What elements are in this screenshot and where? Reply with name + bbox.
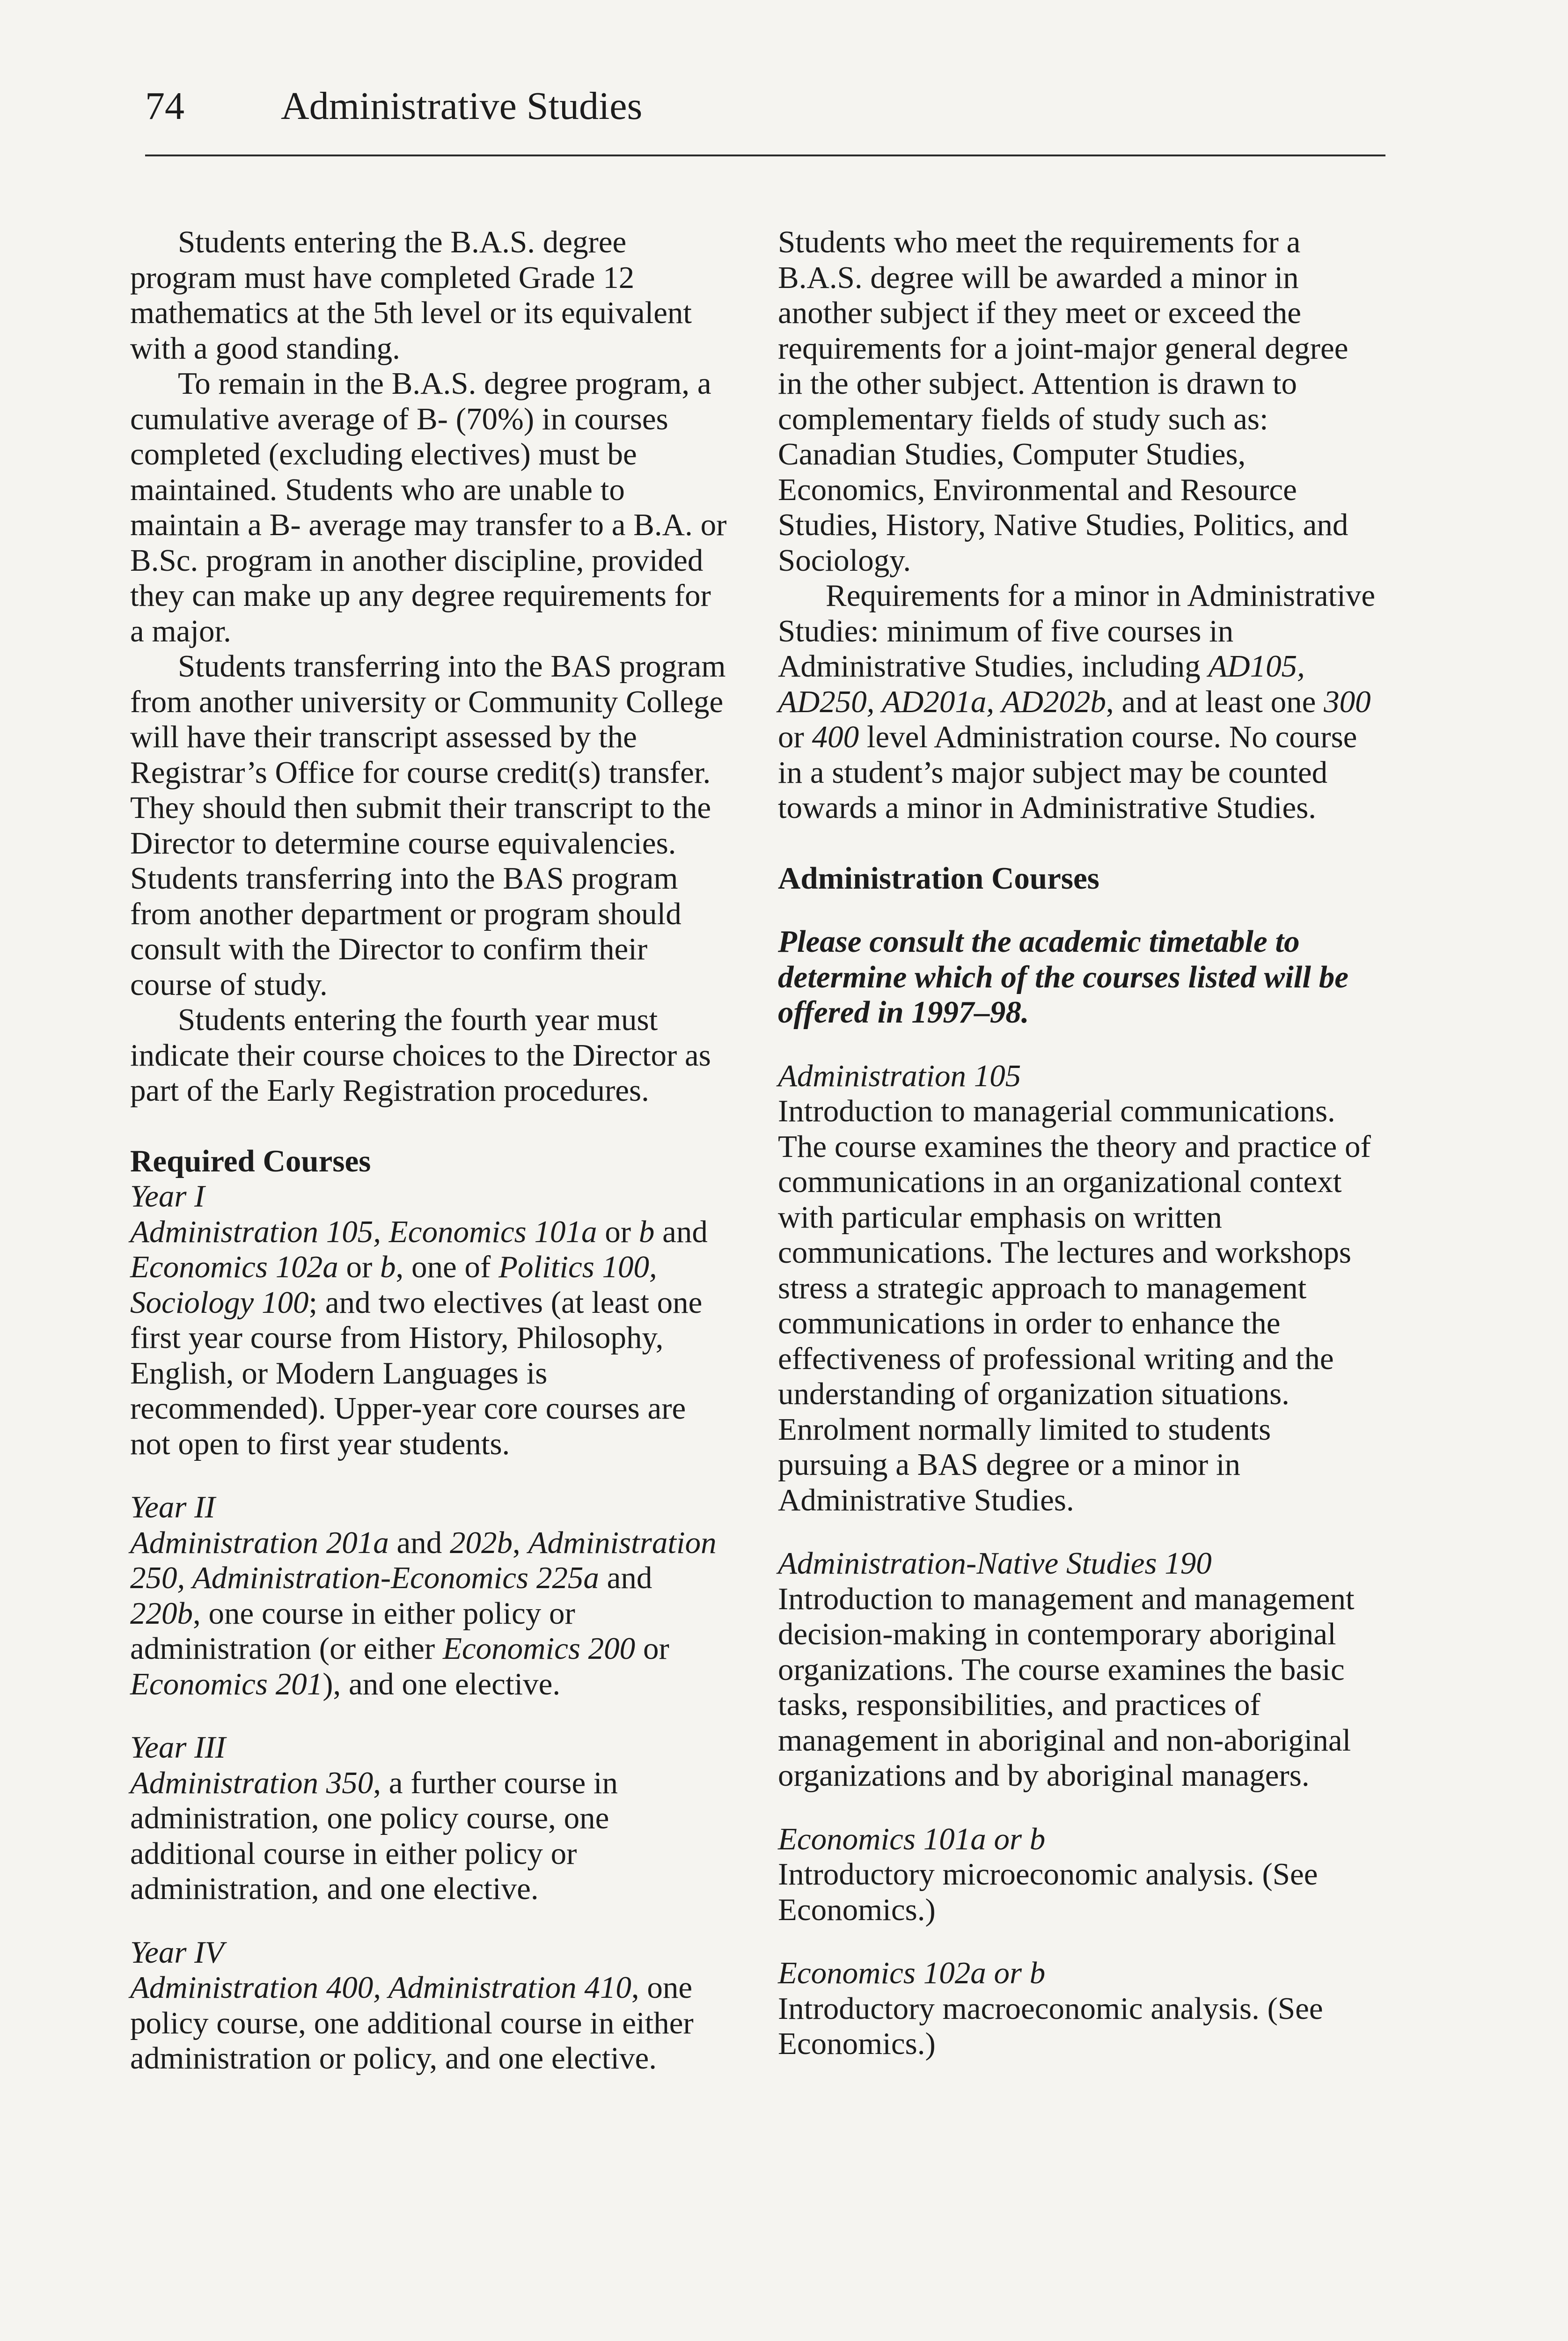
transfer-paragraph: Students transferring into the BAS program from another university or Community College will have their transcript assessed by the Registrar’s Office for course credit(s) transfer. They should then submit their transcript to the Director to determine course equivalencies. Students transferring into the BAS program from another department or program should consult with the Director to confirm their course of study. <box>130 649 726 1002</box>
course-title: Economics 102a or b <box>778 1956 1046 1990</box>
running-title: Administrative Studies <box>281 84 643 128</box>
course-description: Introduction to management and management decision-making in contemporary aboriginal organizations. The course examines the basic tasks, responsibilities, and practices of management in aboriginal and non-aboriginal organizations and by aboriginal managers. <box>778 1581 1355 1793</box>
course-description: Introductory microeconomic analysis. (See Economics.) <box>778 1857 1318 1927</box>
fourth-year-paragraph: Students entering the fourth year must indicate their course choices to the Director as part of the Early Registration procedures. <box>130 1002 711 1108</box>
required-courses-heading: Required Courses <box>130 1143 371 1178</box>
minor-requirements-paragraph: Requirements for a minor in Administrative Studies: minimum of five courses in Administrative Studies, including AD105, AD250, AD201a, AD202b, and at least one 300 or 400 level Administration course. No course in a student’s major subject may be counted towards a minor in Administrative Studies. <box>778 578 1376 825</box>
course-title: Economics 101a or b <box>778 1821 1046 1856</box>
year-2-requirements: Administration 201a and 202b, Administration 250, Administration-Economics 225a and 220b, one course in either policy or administration (or either Economics 200 or Economics 201), and one elective. <box>130 1525 717 1701</box>
timetable-note: Please consult the academic timetable to determine which of the courses listed will be offered in 1997–98. <box>778 924 1349 1030</box>
average-paragraph: To remain in the B.A.S. degree program, a cumulative average of B- (70%) in courses completed (excluding electives) must be maintained. Students who are unable to maintain a B- average may transfer to a B.A. or B.Sc. program in another discipline, provided they can make up any degree requirements for a major. <box>130 366 727 648</box>
minor-award-paragraph: Students who meet the requirements for a B.A.S. degree will be awarded a minor in another subject if they meet or exceed the requirements for a joint-major general degree in the other subject. Attention is drawn to complementary fields of study such as: Canadian Studies, Computer Studies, Economics, Environmental and Resource Studies, History, Native Studies, Politics, and Sociology. <box>778 225 1348 578</box>
course-title: Administration-Native Studies 190 <box>778 1546 1212 1581</box>
year-1-heading: Year I <box>130 1179 205 1214</box>
course-title: Administration 105 <box>778 1058 1021 1093</box>
year-2-heading: Year II <box>130 1490 215 1524</box>
page-number: 74 <box>145 84 184 128</box>
year-3-heading: Year III <box>130 1730 226 1765</box>
page-header <box>145 81 1385 155</box>
year-4-requirements: Administration 400, Administration 410, one policy course, one additional course in either administration or policy, and one elective. <box>130 1970 694 2076</box>
administration-courses-heading: Administration Courses <box>778 861 1099 896</box>
year-4-heading: Year IV <box>130 1935 224 1970</box>
course-description: Introduction to managerial communications. The course examines the theory and practice of communications in an organizational context with particular emphasis on written communications. The lectures and workshops stress a strategic approach to management communications in order to enhance the effectiveness of professional writing and the understanding of organization situations. Enrolment normally limited to students pursuing a BAS degree or a minor in Administrative Studies. <box>778 1094 1371 1517</box>
left-column <box>130 225 729 2076</box>
year-3-requirements: Administration 350, a further course in administration, one policy course, one additional course in either policy or administration, and one elective. <box>130 1765 618 1906</box>
right-column <box>778 225 1377 2062</box>
admission-paragraph: Students entering the B.A.S. degree program must have completed Grade 12 mathematics at the 5th level or its equivalent with a good standing. <box>130 225 692 366</box>
course-description: Introductory macroeconomic analysis. (See Economics.) <box>778 1991 1323 2061</box>
header-rule <box>145 155 1385 156</box>
year-1-requirements: Administration 105, Economics 101a or b and Economics 102a or b, one of Politics 100, Sociology 100; and two electives (at least one first year course from History, Philosophy, English, or Modern Languages is recommended). Upper-year core courses are not open to first year students. <box>130 1214 708 1461</box>
